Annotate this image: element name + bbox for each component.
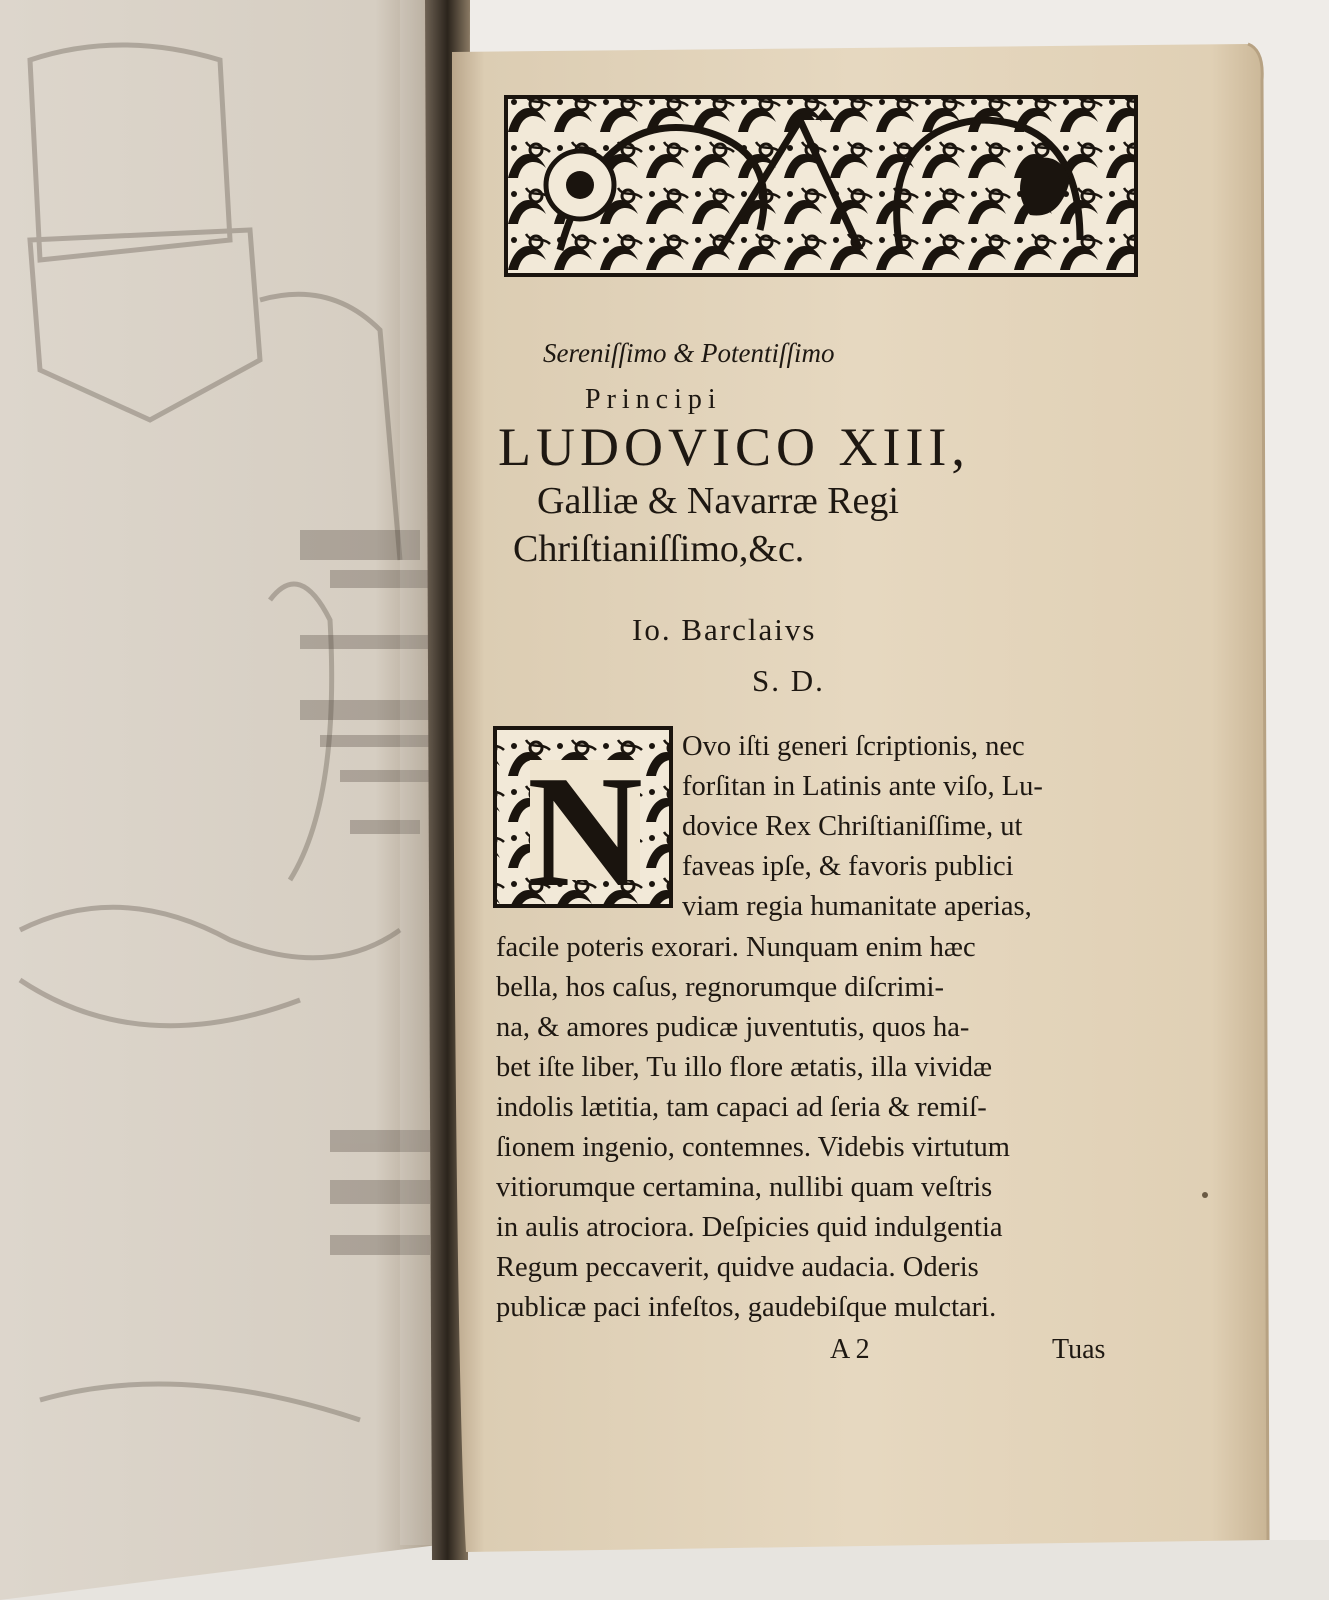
heading-line-christianissimo: Chriſtianiſſimo,&c. (513, 528, 805, 570)
body-text-line: bet iſte liber, Tu illo flore ætatis, illa vividæ (496, 1052, 993, 1083)
signature-mark: A 2 (830, 1334, 870, 1365)
catchword: Tuas (1052, 1334, 1106, 1365)
body-text-line: indolis lætitia, tam capaci ad ſeria & remiſ- (496, 1092, 987, 1123)
drop-cap-letter: N (527, 742, 643, 920)
body-text-line: publicæ paci infeſtos, gaudebiſque mulctari. (496, 1292, 997, 1323)
body-text-line: in aulis atrociora. Deſpicies quid indulgentia (496, 1212, 1003, 1243)
heading-line-principi: Principi (585, 384, 722, 415)
salutation-line: S. D. (752, 663, 825, 698)
body-text-line: forſitan in Latinis ante viſo, Lu- (682, 771, 1043, 802)
heading-line-galliae: Galliæ & Navarræ Regi (537, 480, 899, 522)
body-text-line: Regum peccaverit, quidve audacia. Oderis (496, 1252, 979, 1283)
body-text-line: vitiorumque certamina, nullibi quam veſtris (496, 1172, 993, 1203)
heading-line-dedication: Sereniſſimo & Potentiſſimo (543, 338, 835, 368)
body-text-line: ſionem ingenio, contemnes. Videbis virtutum (496, 1132, 1010, 1163)
body-text-line: faveas ipſe, & favoris publici (682, 851, 1014, 882)
heading-line-ludovico: LUDOVICO XIII, (498, 417, 970, 477)
body-text-line: viam regia humanitate aperias, (682, 891, 1032, 922)
author-line: Io. Barclaivs (632, 612, 817, 647)
body-text-line: dovice Rex Chriſtianiſſime, ut (682, 811, 1023, 842)
body-text-line: na, & amores pudicæ juventutis, quos ha- (496, 1012, 970, 1043)
body-text-line: Ovo iſti generi ſcriptionis, nec (682, 731, 1025, 762)
body-text-line: bella, hos caſus, regnorumque diſcrimi- (496, 972, 944, 1003)
body-text-line: facile poteris exorari. Nunquam enim hæc (496, 932, 976, 963)
